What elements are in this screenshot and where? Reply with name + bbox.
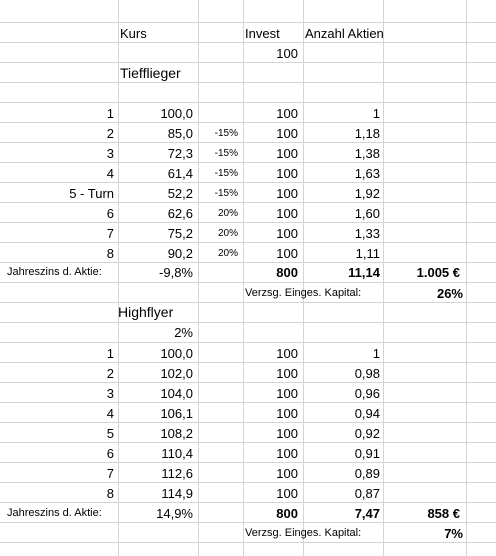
high-row-invest[interactable]: 100 [276, 486, 298, 501]
tief-row-anzahl[interactable]: 1,11 [355, 246, 380, 261]
tief-row-kurs[interactable]: 90,2 [167, 246, 193, 261]
tief-invest-total[interactable]: 800 [276, 265, 298, 280]
tief-endwert[interactable]: 1.005 € [416, 265, 460, 280]
high-row-invest[interactable]: 100 [276, 406, 298, 421]
tief-row-kurs[interactable]: 75,2 [167, 226, 193, 241]
gridline-horizontal [0, 282, 496, 283]
tief-summary-label[interactable]: Jahreszins d. Aktie: [7, 266, 102, 278]
high-row-number[interactable]: 3 [106, 386, 114, 401]
tief-row-invest[interactable]: 100 [276, 206, 298, 221]
high-row-invest[interactable]: 100 [276, 426, 298, 441]
tief-row-kurs[interactable]: 85,0 [167, 126, 193, 141]
high-row-anzahl[interactable]: 0,91 [354, 446, 380, 461]
high-row-anzahl[interactable]: 0,94 [354, 406, 380, 421]
tief-row-anzahl[interactable]: 1,38 [354, 146, 380, 161]
high-row-number[interactable]: 6 [106, 446, 114, 461]
tief-row-change[interactable]: -15% [214, 128, 238, 139]
high-invest-total[interactable]: 800 [276, 506, 298, 521]
tief-row-change[interactable]: -15% [214, 168, 238, 179]
tief-verzinsung-label[interactable]: Verzsg. Einges. Kapital: [245, 287, 362, 299]
high-row-anzahl[interactable]: 1 [372, 346, 380, 361]
tief-row-number[interactable]: 5 - Turn [69, 186, 114, 201]
tief-verzinsung-value[interactable]: 26% [436, 286, 463, 301]
tief-row-invest[interactable]: 100 [276, 226, 298, 241]
tief-row-anzahl[interactable]: 1,92 [354, 186, 380, 201]
tief-row-invest[interactable]: 100 [276, 246, 298, 261]
high-row-anzahl[interactable]: 0,87 [354, 486, 380, 501]
high-row-kurs[interactable]: 112,6 [161, 466, 193, 481]
high-row-kurs[interactable]: 100,0 [160, 346, 193, 361]
header-kurs[interactable]: Kurs [120, 26, 147, 41]
high-row-number[interactable]: 4 [106, 406, 114, 421]
tief-row-change[interactable]: -15% [214, 188, 238, 199]
invest-amount[interactable]: 100 [276, 46, 298, 61]
gridline-horizontal [0, 102, 496, 103]
high-summary-label[interactable]: Jahreszins d. Aktie: [7, 507, 102, 519]
gridline-horizontal [0, 82, 496, 83]
tief-row-invest[interactable]: 100 [276, 186, 298, 201]
tief-row-number[interactable]: 2 [106, 126, 114, 141]
header-anzahl-aktien[interactable]: Anzahl Aktien [305, 26, 384, 41]
tief-jahreszins[interactable]: -9,8% [159, 265, 193, 280]
high-anzahl-total[interactable]: 7,47 [354, 506, 380, 521]
tief-row-number[interactable]: 8 [106, 246, 114, 261]
high-verzinsung-value[interactable]: 7% [444, 526, 463, 541]
high-row-kurs[interactable]: 108,2 [160, 426, 193, 441]
gridline-vertical [466, 0, 467, 556]
tief-row-kurs[interactable]: 72,3 [167, 146, 193, 161]
tief-row-anzahl[interactable]: 1 [372, 106, 380, 121]
tiefflieger-title[interactable]: Tiefflieger [120, 65, 181, 81]
tief-row-invest[interactable]: 100 [276, 126, 298, 141]
tief-row-kurs[interactable]: 100,0 [160, 106, 193, 121]
high-endwert[interactable]: 858 € [427, 506, 460, 521]
high-row-number[interactable]: 7 [106, 466, 114, 481]
tief-row-anzahl[interactable]: 1,18 [354, 126, 380, 141]
gridline-horizontal [0, 22, 496, 23]
high-row-kurs[interactable]: 102,0 [160, 366, 193, 381]
high-row-anzahl[interactable]: 0,98 [354, 366, 380, 381]
gridline-vertical [383, 0, 384, 556]
tief-row-change[interactable]: -15% [214, 148, 238, 159]
header-invest[interactable]: Invest [245, 26, 280, 41]
tief-row-invest[interactable]: 100 [276, 146, 298, 161]
tief-row-number[interactable]: 3 [106, 146, 114, 161]
high-row-kurs[interactable]: 110,4 [161, 446, 193, 461]
high-row-number[interactable]: 5 [106, 426, 114, 441]
tief-row-change[interactable]: 20% [217, 248, 238, 259]
high-row-invest[interactable]: 100 [276, 346, 298, 361]
gridline-vertical [198, 0, 199, 556]
high-row-number[interactable]: 1 [106, 346, 114, 361]
tief-row-anzahl[interactable]: 1,33 [354, 226, 380, 241]
tief-row-anzahl[interactable]: 1,63 [354, 166, 380, 181]
tief-row-number[interactable]: 1 [106, 106, 114, 121]
highflyer-wachstum[interactable]: 2% [174, 325, 193, 340]
high-row-invest[interactable]: 100 [276, 466, 298, 481]
high-verzinsung-label[interactable]: Verzsg. Einges. Kapital: [245, 527, 362, 539]
high-row-number[interactable]: 8 [106, 486, 114, 501]
high-row-number[interactable]: 2 [106, 366, 114, 381]
tief-row-change[interactable]: 20% [217, 228, 238, 239]
tief-row-invest[interactable]: 100 [276, 166, 298, 181]
tief-row-kurs[interactable]: 61,4 [167, 166, 193, 181]
high-row-kurs[interactable]: 104,0 [160, 386, 193, 401]
high-jahreszins[interactable]: 14,9% [156, 506, 193, 521]
tief-row-invest[interactable]: 100 [276, 106, 298, 121]
gridline-vertical [303, 0, 304, 556]
tief-row-number[interactable]: 6 [106, 206, 114, 221]
tief-row-kurs[interactable]: 52,2 [167, 186, 193, 201]
tief-row-number[interactable]: 7 [106, 226, 114, 241]
tief-row-change[interactable]: 20% [217, 208, 238, 219]
tief-row-number[interactable]: 4 [106, 166, 114, 181]
high-row-kurs[interactable]: 114,9 [161, 486, 193, 501]
tief-row-kurs[interactable]: 62,6 [167, 206, 193, 221]
tief-anzahl-total[interactable]: 11,14 [348, 265, 380, 280]
tief-row-anzahl[interactable]: 1,60 [354, 206, 380, 221]
high-row-anzahl[interactable]: 0,92 [354, 426, 380, 441]
high-row-anzahl[interactable]: 0,89 [354, 466, 380, 481]
highflyer-title[interactable]: Highflyer [118, 304, 174, 320]
high-row-kurs[interactable]: 106,1 [160, 406, 193, 421]
high-row-invest[interactable]: 100 [276, 446, 298, 461]
high-row-invest[interactable]: 100 [276, 366, 298, 381]
gridline-horizontal [0, 322, 496, 323]
high-row-anzahl[interactable]: 0,96 [354, 386, 380, 401]
high-row-invest[interactable]: 100 [276, 386, 298, 401]
gridline-horizontal [0, 342, 496, 343]
tief-row-change[interactable] [198, 104, 238, 123]
